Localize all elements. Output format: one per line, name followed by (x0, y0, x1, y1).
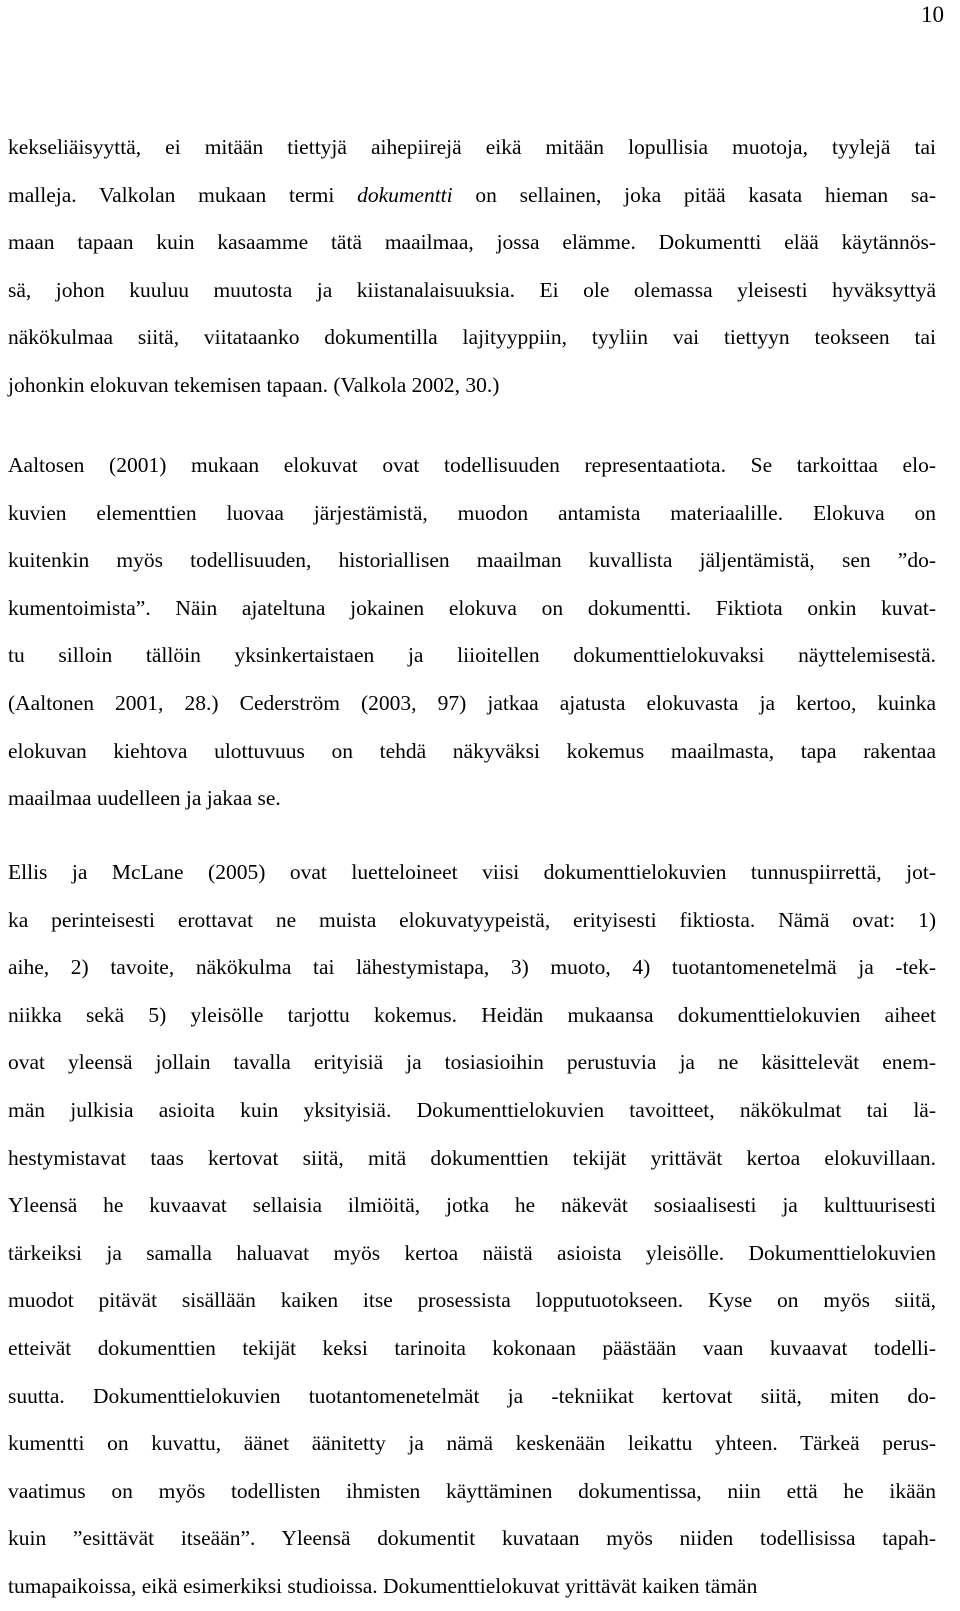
text-line: (Aaltonen 2001, 28.) Cederström (2003, 97) jatkaa ajatusta elokuvasta ja kertoo, kuinka (8, 690, 936, 715)
text-line: muodot pitävät sisällään kaiken itse prosessista lopputuotokseen. Kyse on myös siitä, (8, 1288, 936, 1313)
text-line: elokuvan kiehtova ulottuvuus on tehdä näkyväksi kokemus maailmasta, tapa rakentaa (8, 738, 936, 763)
text-line: hestymistavat taas kertovat siitä, mitä dokumenttien tekijät yrittävät kertoa elokuvillaan. (8, 1145, 936, 1170)
paragraph-valkola (8, 124, 936, 410)
text-line: kumentti on kuvattu, äänet äänitetty ja nämä keskenään leikattu yhteen. Tärkeä perus- (8, 1431, 936, 1456)
text-line: Aaltosen (2001) mukaan elokuvat ovat todellisuuden representaatiota. Se tarkoittaa elo- (8, 453, 936, 477)
page-number: 10 (921, 2, 944, 27)
text-line: kekseliäisyyttä, ei mitään tiettyjä aihepiirejä eikä mitään lopullisia muotoja, tyylejä tai (8, 135, 936, 159)
text-line: niikka sekä 5) yleisölle tarjottu kokemus. Heidän mukaansa dokumenttielokuvien aiheet (8, 1002, 936, 1027)
paragraph-aaltonen (8, 442, 936, 823)
text-line: ovat yleensä jollain tavalla erityisiä ja tosiasioihin perustuvia ja ne käsittelevät enem- (8, 1050, 936, 1075)
text-line: kuin ”esittävät itseään”. Yleensä dokumentit kuvataan myös niiden todellisissa tapah- (8, 1526, 936, 1551)
text-line: Ellis ja McLane (2005) ovat luetteloineet viisi dokumenttielokuvien tunnuspiirrettä, jot- (8, 860, 936, 884)
text-line: malleja. Valkolan mukaan termi dokumentti on sellainen, joka pitää kasata hieman sa- (8, 182, 936, 207)
text-line: Yleensä he kuvaavat sellaisia ilmiöitä, jotka he näkevät sosiaalisesti ja kulttuurisesti (8, 1193, 936, 1218)
text-line: tärkeiksi ja samalla haluavat myös kertoa näistä asioista yleisölle. Dokumenttielokuvien (8, 1240, 936, 1265)
text-line: aihe, 2) tavoite, näkökulma tai lähestymistapa, 3) muoto, 4) tuotantomenetelmä ja -tek- (8, 955, 936, 980)
text-line: suutta. Dokumenttielokuvien tuotantomenetelmät ja -tekniikat kertovat siitä, miten do- (8, 1383, 936, 1408)
text-line: kuitenkin myös todellisuuden, historiallisen maailman kuvallista jäljentämistä, sen ”do- (8, 548, 936, 573)
italic-term: dokumentti (357, 182, 453, 207)
text-line: maan tapaan kuin kasaamme tätä maailmaa, jossa elämme. Dokumentti elää käytännös- (8, 230, 936, 255)
text-line: tumapaikoissa, eikä esimerkiksi studioissa. Dokumenttielokuvat yrittävät kaiken tämän (8, 1573, 758, 1598)
text-line: tu silloin tällöin yksinkertaistaen ja liioitellen dokumenttielokuvaksi näyttelemisestä. (8, 643, 936, 668)
text-line: sä, johon kuuluu muutosta ja kiistanalaisuuksia. Ei ole olemassa yleisesti hyväksyttyä (8, 277, 936, 302)
text-line: kumentoimista”. Näin ajateltuna jokainen elokuva on dokumentti. Fiktiota onkin kuvat- (8, 595, 936, 620)
text-line: kuvien elementtien luovaa järjestämistä, muodon antamista materiaalille. Elokuva on (8, 500, 936, 525)
text-line: etteivät dokumenttien tekijät keksi tarinoita kokonaan päästään vaan kuvaavat todelli- (8, 1335, 936, 1360)
text-line: ka perinteisesti erottavat ne muista elokuvatyypeistä, erityisesti fiktiosta. Nämä ovat: 1) (8, 907, 936, 932)
text-line: vaatimus on myös todellisten ihmisten käyttäminen dokumentissa, niin että he ikään (8, 1478, 936, 1503)
text-line: näkökulmaa siitä, viitataanko dokumentilla lajityyppiin, tyyliin vai tiettyyn teokseen tai (8, 325, 936, 350)
paragraph-ellis-mclane (8, 849, 936, 1611)
text-line: män julkisia asioita kuin yksityisiä. Dokumenttielokuvien tavoitteet, näkökulmat tai lä- (8, 1097, 936, 1122)
text-line: johonkin elokuvan tekemisen tapaan. (Valkola 2002, 30.) (8, 372, 500, 397)
text-line: maailmaa uudelleen ja jakaa se. (8, 786, 281, 811)
